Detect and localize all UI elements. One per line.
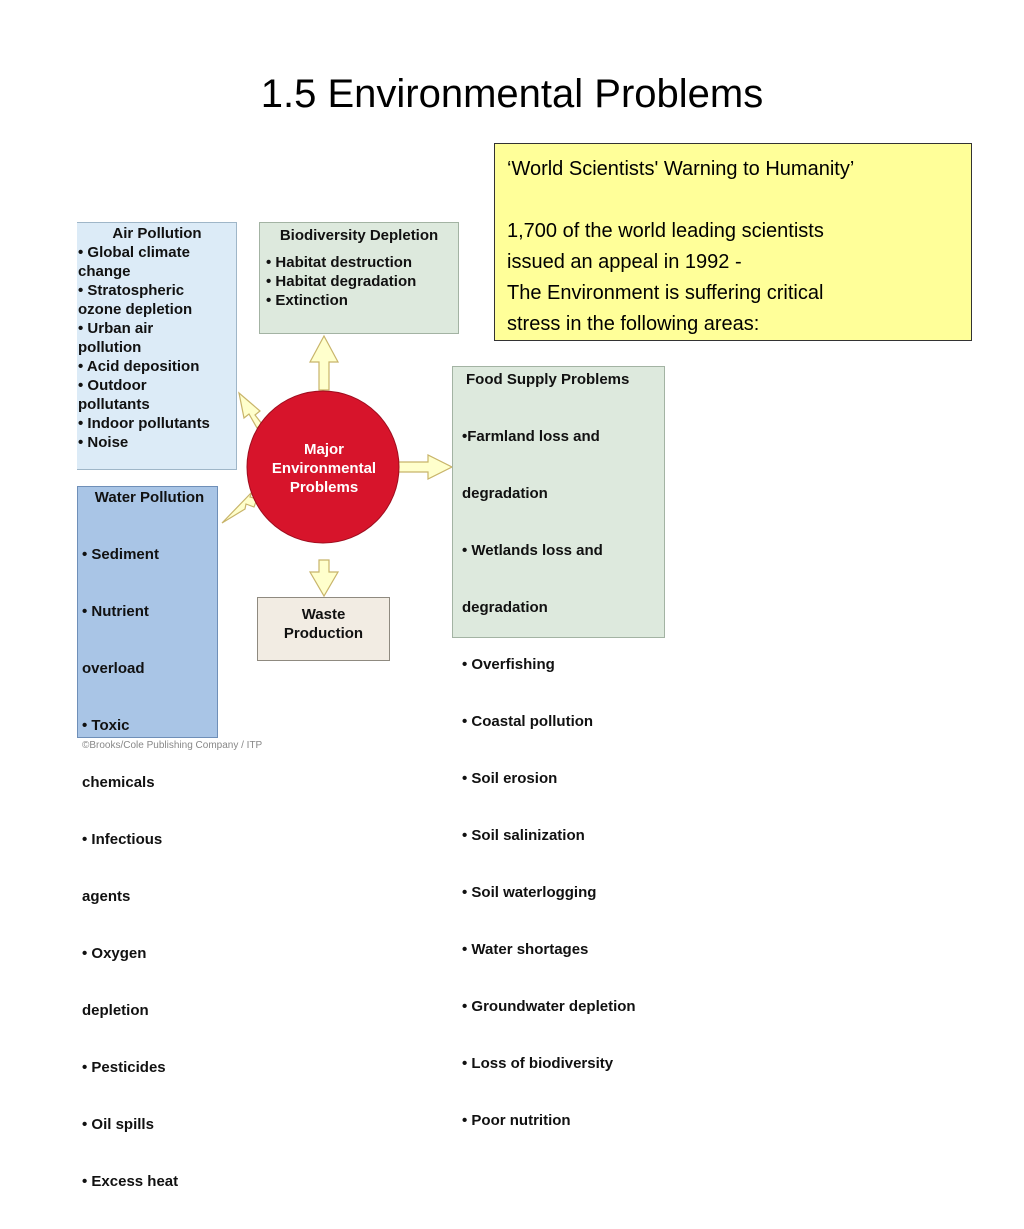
slide-title: 1.5 Environmental Problems (260, 72, 764, 116)
list-item: depletion (82, 1002, 149, 1019)
food-supply-panel (452, 366, 665, 1129)
list-item: • Oxygen (82, 945, 147, 962)
panel-title: Water Pollution (94, 489, 205, 506)
list-item: degradation (462, 485, 548, 502)
air-pollution-list (78, 243, 236, 452)
panel-title: Biodiversity Depletion (279, 227, 439, 244)
note-quote: ‘World Scientists' Warning to Humanity’ (507, 158, 855, 180)
note-line: 1,700 of the world leading scientists (507, 220, 824, 242)
list-item: • Global climate (78, 244, 190, 261)
list-item: change (78, 263, 131, 280)
list-item: • Overfishing (462, 656, 555, 673)
list-item: • Extinction (266, 292, 348, 309)
list-item: • Outdoor (78, 377, 147, 394)
list-item: degradation (462, 599, 548, 616)
list-item: • Nutrient (82, 603, 149, 620)
list-item: pollution (78, 339, 142, 356)
list-item: • Indoor pollutants (78, 415, 210, 432)
list-item: • Oil spills (82, 1116, 154, 1133)
list-item: • Acid deposition (78, 358, 200, 375)
panel-title: Food Supply Problems (466, 371, 630, 388)
center-label-line: Problems (289, 479, 359, 496)
list-item: overload (82, 660, 145, 677)
list-item: • Groundwater depletion (462, 998, 636, 1015)
list-item: • Soil waterlogging (462, 884, 597, 901)
center-label-line: Environmental (271, 460, 377, 477)
list-item: agents (82, 888, 131, 905)
biodiversity-list (266, 253, 452, 310)
list-item: • Pesticides (82, 1059, 166, 1076)
list-item: • Poor nutrition (462, 1112, 571, 1129)
copyright-footer: ©Brooks/Cole Publishing Company / ITP (82, 740, 263, 751)
arrow-down (310, 560, 338, 596)
center-label (254, 440, 394, 497)
panel-title: Air Pollution (112, 225, 202, 242)
waste-label-line: Waste (301, 606, 346, 623)
arrow-lower-left (222, 492, 257, 523)
list-item: pollutants (78, 396, 150, 413)
list-item: • Excess heat (82, 1173, 179, 1190)
note-line: stress in the following areas: (507, 313, 760, 335)
list-item: • Soil salinization (462, 827, 585, 844)
list-item: ozone depletion (78, 301, 193, 318)
biodiversity-depletion-panel (259, 222, 459, 334)
arrow-upper-left (239, 393, 262, 428)
list-item: • Toxic (82, 717, 130, 734)
list-item: • Loss of biodiversity (462, 1055, 614, 1072)
arrow-up (310, 336, 338, 390)
list-item: • Coastal pollution (462, 713, 594, 730)
arrow-right (398, 455, 452, 479)
air-pollution-panel (77, 222, 237, 470)
list-item: • Sediment (82, 546, 159, 563)
list-item: • Habitat degradation (266, 273, 417, 290)
list-item: •Farmland loss and (462, 428, 600, 445)
list-item: • Noise (78, 434, 129, 451)
center-label-line: Major (303, 441, 344, 458)
note-line: issued an appeal in 1992 - (507, 251, 742, 273)
list-item: • Urban air (78, 320, 154, 337)
list-item: • Habitat destruction (266, 254, 413, 271)
list-item: • Stratospheric (78, 282, 185, 299)
list-item: • Infectious (82, 831, 163, 848)
food-supply-list (462, 389, 664, 1168)
list-item: • Wetlands loss and (462, 542, 603, 559)
note-line: The Environment is suffering critical (507, 282, 824, 304)
waste-production-panel (257, 597, 390, 661)
list-item: • Soil erosion (462, 770, 558, 787)
list-item: • Water shortages (462, 941, 589, 958)
list-item: chemicals (82, 774, 155, 791)
waste-label-line: Production (283, 625, 364, 642)
water-pollution-list (82, 507, 217, 1229)
